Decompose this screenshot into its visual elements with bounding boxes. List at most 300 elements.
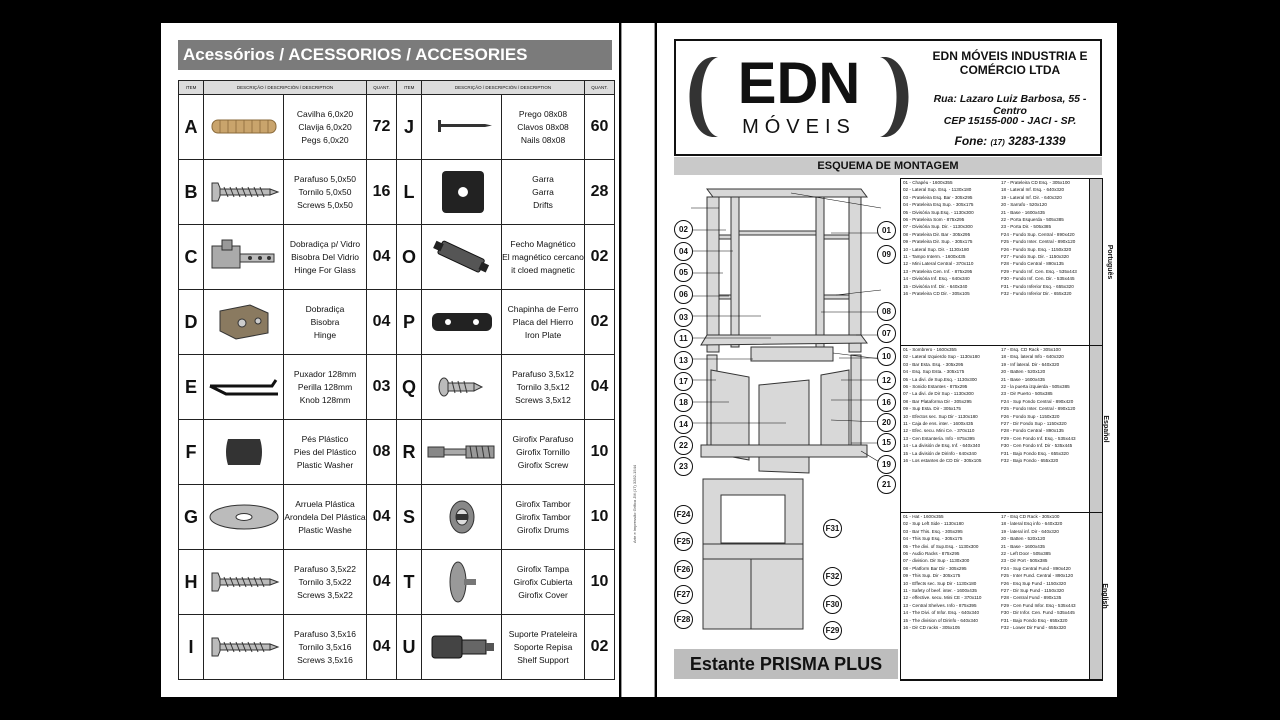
magnetic-latch-icon — [424, 248, 500, 265]
item-description — [284, 615, 367, 680]
parts-column — [901, 513, 999, 632]
part-callout: 08 — [877, 302, 896, 321]
language-label: Português — [1105, 244, 1113, 280]
model-title: Estante PRISMA PLUS — [674, 649, 898, 679]
part-entry: 09 - This Sup. Dir - 305x175 — [903, 573, 961, 579]
description-line: Screws 3,5x16 — [297, 654, 353, 665]
item-description — [284, 95, 367, 160]
item-description — [284, 485, 367, 550]
item-quantity: 16 — [367, 160, 397, 225]
part-entry: 02 - Lateral Izquierdo Sup - 1130x180 — [903, 354, 980, 360]
part-entry: 02 - Lateral Sup. Esq. - 1130x180 — [903, 187, 972, 193]
printer-credit: Arte e Impressão Grifica JM (17) 3282-1544 — [632, 464, 637, 543]
girofix-screw-icon — [424, 443, 500, 460]
item-letter: F — [179, 420, 204, 485]
item-quantity: 04 — [367, 225, 397, 290]
description-line: Clavija 6,0x20 — [298, 121, 352, 132]
part-callout: 21 — [877, 475, 896, 494]
item-image — [422, 550, 502, 615]
part-entry: 12 - Mini Lateral Central - 370x110 — [903, 261, 974, 267]
description-line: Girofix Tornillo — [516, 446, 570, 457]
table-row — [179, 160, 615, 225]
item-letter: T — [397, 550, 422, 615]
part-entry: F27 - Dir Fondo Sup - 1150x320 — [1001, 421, 1067, 427]
description-line: Garra — [532, 186, 554, 197]
part-entry: 23 - Porta Dir. - 505x385 — [1001, 224, 1052, 230]
description-line: Cavilha 6,0x20 — [296, 108, 354, 119]
item-quantity: 72 — [367, 95, 397, 160]
item-description — [284, 355, 367, 420]
part-entry: 15 - La división de Dirinfo - 640x340 — [903, 450, 977, 456]
part-entry: 16 - Dir CD racks - 305x105 — [903, 625, 960, 631]
part-entry: 17 - Prateleira CD Esq. - 305x100 — [1001, 180, 1070, 185]
description-line: Hinge For Glass — [294, 264, 356, 275]
description-line: Girofix Parafuso — [512, 433, 574, 444]
description-line: Parafuso 3,5x16 — [294, 628, 356, 639]
description-line: Puxador 128mm — [293, 368, 357, 379]
part-callout: 11 — [674, 329, 693, 348]
part-entry: F32 - Lower Dir Fund - 655x320 — [1001, 625, 1067, 631]
girofix-cover-icon — [424, 573, 500, 590]
description-line: Drifts — [533, 199, 553, 210]
item-quantity: 10 — [585, 550, 615, 615]
logo-edn-text: EDN — [737, 51, 861, 116]
description-line: Shelf Support — [517, 654, 569, 665]
parts-column — [999, 513, 1097, 632]
part-entry: 05 - Divisória Sup.Esq. - 1130x300 — [903, 209, 974, 215]
part-callout: 06 — [674, 285, 693, 304]
part-callout: 23 — [674, 457, 693, 476]
description-line: Prego 08x08 — [518, 108, 568, 119]
description-line: Pés Plástico — [301, 433, 349, 444]
description-line: Placa del Hierro — [512, 316, 574, 327]
parts-list-spanish — [901, 346, 1110, 513]
description-line: Chapinha de Ferro — [507, 303, 579, 314]
item-letter: S — [397, 485, 422, 550]
part-callout: 17 — [674, 372, 693, 391]
item-letter: H — [179, 550, 204, 615]
part-entry: 16 - Prateleira CD Dir. - 305x105 — [903, 291, 970, 297]
parts-column — [999, 179, 1097, 298]
item-quantity: 03 — [367, 355, 397, 420]
assembly-drawing — [671, 175, 899, 655]
language-tab — [1089, 513, 1109, 679]
table-row — [179, 550, 615, 615]
part-entry: F28 - Central Fund - 890x135 — [1001, 595, 1062, 601]
part-entry: F29 - Cen Fondo Inf. Esq. - 535x443 — [1001, 435, 1076, 441]
item-description — [284, 225, 367, 290]
iron-plate-icon — [424, 313, 500, 330]
part-callout: F30 — [823, 595, 842, 614]
item-image — [422, 485, 502, 550]
part-callout: F24 — [674, 505, 693, 524]
part-entry: F25 - Inter Fund. Central - 890x120 — [1001, 573, 1074, 579]
part-callout: 01 — [877, 221, 896, 240]
table-header-row — [179, 81, 615, 95]
part-entry: 19 - lateral inf. Dir - 640x320 — [1001, 528, 1059, 534]
item-quantity: 08 — [367, 420, 397, 485]
company-name: EDN MÓVEIS INDUSTRIA E COMÉRCIO LTDA — [932, 49, 1088, 77]
dowel-icon — [206, 118, 282, 135]
table-row — [179, 225, 615, 290]
header-quantity: QUANT. — [367, 81, 397, 95]
description-line: Clavos 08x08 — [517, 121, 569, 132]
logo-moveis-text: MÓVEIS — [742, 116, 856, 138]
header-description-2: DESCRIÇÃO / DESCRIPCIÓN / DESCRIPTION — [422, 81, 585, 95]
description-line: Tornilo 3,5x12 — [516, 381, 570, 392]
part-entry: 20 - Batten - 520x120 — [1001, 369, 1046, 375]
item-image — [204, 95, 284, 160]
item-image — [204, 225, 284, 290]
part-entry: 13 - Cen Estantería. Info - 875x395 — [903, 435, 975, 441]
nail-icon — [424, 118, 500, 135]
part-entry: 19 - Lateral Inf. Dir. - 640x320 — [1001, 194, 1062, 200]
description-line: Parafuso 3,5x22 — [294, 563, 356, 574]
item-quantity: 28 — [585, 160, 615, 225]
part-entry: 17 - Esq CD Rack - 305x100 — [1001, 514, 1060, 519]
part-callout: 22 — [674, 436, 693, 455]
part-callout: 15 — [877, 433, 896, 452]
company-cep: CEP 15155-000 - JACI - SP. — [943, 115, 1077, 127]
item-description — [502, 290, 585, 355]
part-entry: 06 - Sonido Estantes - 875x295 — [903, 384, 968, 390]
item-image — [422, 290, 502, 355]
part-entry: F28 - Fundo Central - 890x135 — [1001, 261, 1064, 267]
description-line: Bisobra — [310, 316, 340, 327]
part-callout: 16 — [877, 393, 896, 412]
phone-label: Fone: — [954, 134, 988, 148]
item-letter: A — [179, 95, 204, 160]
accessories-page — [161, 23, 619, 697]
small-screw-icon — [424, 378, 500, 395]
part-callout: 05 — [674, 263, 693, 282]
part-entry: 21 - Base - 1600x435 — [1001, 376, 1045, 382]
description-line: Girofix Cover — [518, 589, 568, 600]
edn-logo — [682, 47, 916, 147]
girofix-drum-icon — [424, 508, 500, 525]
item-quantity: 02 — [585, 615, 615, 680]
part-entry: 21 - Base - 1600x435 — [1001, 543, 1045, 549]
part-callout: 20 — [877, 413, 896, 432]
part-entry: 23 - Dir Port - 505x385 — [1001, 558, 1048, 564]
plastic-foot-icon — [206, 443, 282, 460]
description-line: Soporte Repisa — [513, 641, 573, 652]
part-callout: F26 — [674, 560, 693, 579]
description-line: Girofix Screw — [517, 459, 569, 470]
part-entry: F32 - Fundo Inferior Dir. - 655x320 — [1001, 291, 1072, 297]
part-entry: F31 - Bajo Fondo Esq. - 655x320 — [1001, 450, 1069, 456]
description-line: Garra — [532, 173, 554, 184]
item-quantity: 04 — [367, 485, 397, 550]
item-quantity: 02 — [585, 290, 615, 355]
part-entry: 03 - Bar This. Esq. - 305x295 — [903, 528, 963, 534]
part-entry: 09 - Prateleira Dir. Sup. - 305x175 — [903, 239, 973, 245]
screw-icon — [206, 183, 282, 200]
part-entry: 01 - Chapéu - 1600x355 — [903, 180, 953, 185]
part-entry: F24 - Fundo Sup. Central - 890x420 — [1001, 231, 1075, 237]
description-line: Nails 08x08 — [520, 134, 566, 145]
part-entry: 17 - Esq. CD Rack - 305x100 — [1001, 347, 1061, 352]
part-entry: 18 - Lateral Inf. Esq. - 640x320 — [1001, 187, 1065, 193]
part-entry: 03 - Prateleira Esq. Bar - 305x295 — [903, 194, 973, 200]
description-line: Arruela Plástica — [295, 498, 355, 509]
part-entry: 13 - Prateleira Cen. Inf. - 875x295 — [903, 268, 973, 274]
part-entry: 07 - La divi. de Dir Sup - 1130x300 — [903, 391, 974, 397]
schema-title: ESQUEMA DE MONTAGEM — [674, 157, 1102, 175]
item-letter: P — [397, 290, 422, 355]
item-quantity: 04 — [367, 550, 397, 615]
item-image — [204, 550, 284, 615]
part-entry: 03 - Bar Esta. Esq. - 305x295 — [903, 361, 964, 367]
part-entry: F31 - Fundo Inferior Esq. - 655x320 — [1001, 283, 1074, 289]
part-entry: 06 - Prateleira Som - 875x295 — [903, 217, 965, 223]
item-description — [502, 420, 585, 485]
item-description — [284, 160, 367, 225]
item-image — [422, 95, 502, 160]
header-item: ITEM — [179, 81, 204, 95]
parts-column — [901, 346, 999, 465]
description-line: Plastic Washer — [296, 459, 354, 470]
item-image — [422, 355, 502, 420]
description-line: Pegs 6,0x20 — [301, 134, 349, 145]
item-description — [502, 615, 585, 680]
description-line: Hinge — [313, 329, 337, 340]
item-description — [502, 355, 585, 420]
part-entry: 14 - The Divi. of Infor. Esq. - 640x340 — [903, 610, 980, 616]
item-image — [204, 420, 284, 485]
language-label: Español — [1102, 415, 1110, 443]
description-line: Screws 3,5x22 — [297, 589, 353, 600]
item-description — [502, 485, 585, 550]
item-letter: C — [179, 225, 204, 290]
part-entry: F29 - Fundo Inf. Cen. Esq. - 535x443 — [1001, 268, 1077, 274]
part-entry: 01 - Hat - 1600x355 — [903, 514, 944, 519]
phone-number: 3283-1339 — [1008, 134, 1066, 148]
part-callout: 02 — [674, 220, 693, 239]
company-header — [674, 39, 1102, 156]
parts-lists — [900, 178, 1113, 681]
part-entry: 04 - Prateleira Esq Sup. - 305x175 — [903, 202, 974, 208]
part-entry: 05 - The divi. of Sup.Esq. - 1130x300 — [903, 543, 979, 549]
parts-column — [999, 346, 1097, 465]
item-description — [284, 290, 367, 355]
part-callout: F31 — [823, 519, 842, 538]
item-quantity: 04 — [367, 290, 397, 355]
part-entry: F26 - Fundo Sup. Esq. - 1150x320 — [1001, 246, 1072, 252]
description-line: Girofix Drums — [517, 524, 569, 535]
part-callout: F25 — [674, 532, 693, 551]
item-quantity: 10 — [585, 420, 615, 485]
item-image — [204, 485, 284, 550]
accessories-table — [178, 80, 615, 680]
part-entry: 08 - Platform Bar Dir - 305x295 — [903, 565, 967, 571]
description-line: Girofix Tambor — [515, 498, 571, 509]
part-entry: 04 - This Sup Esq. - 305x175 — [903, 536, 963, 542]
part-entry: 13 - Central Shelves. Info - 875x395 — [903, 602, 977, 608]
assembly-page — [657, 23, 1117, 697]
description-line: Arondela Del Plástica — [284, 511, 366, 522]
part-entry: 18 - Esq. lateral Info - 640x320 — [1001, 354, 1064, 360]
part-entry: 22 - Left Door - 505x385 — [1001, 551, 1051, 557]
company-phone — [921, 134, 1099, 148]
parts-list-portuguese — [901, 179, 1113, 346]
item-letter: J — [397, 95, 422, 160]
part-entry: F25 - Fundo Inter. Central - 890x120 — [1001, 239, 1076, 245]
part-entry: F28 - Fondo Central - 890x135 — [1001, 428, 1064, 434]
item-image — [422, 420, 502, 485]
table-row — [179, 420, 615, 485]
description-line: Parafuso 3,5x12 — [512, 368, 574, 379]
handle-icon — [206, 378, 282, 395]
part-callout: 03 — [674, 308, 693, 327]
language-tab — [1089, 179, 1113, 345]
part-entry: 16 - Los estantes de CD Dir - 305x105 — [903, 458, 982, 464]
part-callout: 12 — [877, 371, 896, 390]
part-entry: F24 - Sup Central Fund - 890x420 — [1001, 565, 1071, 571]
part-entry: 05 - La divi. de Sup.Esq. - 1130x300 — [903, 376, 977, 382]
header-quantity-2: QUANT. — [585, 81, 615, 95]
part-entry: 19 - Inf lateral. Dir - 640x320 — [1001, 361, 1060, 367]
item-letter: E — [179, 355, 204, 420]
part-entry: 02 - Sup Left Side - 1130x180 — [903, 521, 964, 527]
part-entry: 11 - Tampo Interm. - 1600x435 — [903, 254, 966, 260]
part-entry: F25 - Fondo Inter. Central - 890x120 — [1001, 406, 1076, 412]
item-letter: D — [179, 290, 204, 355]
part-callout: F28 — [674, 610, 693, 629]
description-line: Perilla 128mm — [297, 381, 353, 392]
description-line: Girofix Cubierta — [513, 576, 573, 587]
description-line: Dobradiça p/ Vidro — [289, 238, 361, 249]
description-line: Knob 128mm — [299, 394, 351, 405]
table-row — [179, 290, 615, 355]
item-image — [204, 615, 284, 680]
description-line: El magnético cercano — [502, 251, 584, 262]
part-entry: F24 - Sup Fondo Central - 890x420 — [1001, 398, 1074, 404]
item-image — [204, 355, 284, 420]
description-line: Bisobra Del Vidrio — [291, 251, 359, 262]
item-description — [284, 550, 367, 615]
part-callout: 19 — [877, 455, 896, 474]
part-entry: 11 - Caja de ens. inter. - 1600x435 — [903, 421, 974, 427]
hinge-icon — [206, 313, 282, 330]
item-quantity: 60 — [585, 95, 615, 160]
part-entry: 10 - Efectos sec. Sup Dir - 1130x180 — [903, 413, 978, 419]
part-entry: 20 - Batten - 520x120 — [1001, 536, 1046, 542]
furniture-illustration — [671, 175, 899, 655]
part-callout: 13 — [674, 351, 693, 370]
language-tab — [1089, 346, 1110, 512]
item-description — [502, 550, 585, 615]
item-image — [422, 160, 502, 225]
part-entry: F30 - Fundo Inf. Cen. Dir. - 535x445 — [1001, 276, 1075, 282]
part-entry: F27 - Fundo Sup. Dir. - 1150x320 — [1001, 254, 1069, 260]
description-line: Iron Plate — [524, 329, 562, 340]
part-callout: 10 — [877, 347, 896, 366]
item-description — [502, 225, 585, 290]
screw-icon — [206, 573, 282, 590]
part-entry: 20 - Sarrafo - 520x120 — [1001, 202, 1047, 208]
item-description — [284, 420, 367, 485]
company-address: Rua: Lazaro Luiz Barbosa, 55 - Centro — [933, 93, 1087, 117]
part-entry: F26 - Esq Sup Fund - 1150x320 — [1001, 580, 1067, 586]
item-image — [422, 615, 502, 680]
item-letter: O — [397, 225, 422, 290]
description-line: Tornilo 3,5x22 — [298, 576, 352, 587]
part-entry: 14 - La división de Esq. Inf. - 640x340 — [903, 443, 981, 449]
part-entry: F32 - Bajo Fondo - 655x320 — [1001, 458, 1059, 464]
description-line: Screws 3,5x12 — [515, 394, 571, 405]
description-line: Pies del Plástico — [293, 446, 357, 457]
part-entry: 12 - effective. secu. Mini CE - 370x110 — [903, 595, 982, 601]
phone-area: (17) — [990, 138, 1005, 147]
description-line: Girofix Tambor — [515, 511, 571, 522]
item-quantity: 02 — [585, 225, 615, 290]
parts-list-english — [901, 513, 1109, 680]
description-line: Tornilo 5,0x50 — [298, 186, 352, 197]
item-letter: Q — [397, 355, 422, 420]
item-quantity: 10 — [585, 485, 615, 550]
part-entry: 18 - lateral Esq info - 640x320 — [1001, 521, 1063, 527]
description-line: Plastic Washe — [298, 524, 352, 535]
item-letter: I — [179, 615, 204, 680]
part-callout: 09 — [877, 245, 896, 264]
part-entry: 14 - Divisória Inf. Esq. - 640x340 — [903, 276, 970, 282]
description-line: Fecho Magnético — [510, 238, 576, 249]
part-entry: 09 - Sup Esta. Dir - 305x175 — [903, 406, 961, 412]
item-letter: L — [397, 160, 422, 225]
claw-icon — [424, 183, 500, 200]
part-callout: 18 — [674, 393, 693, 412]
screw-icon — [206, 638, 282, 655]
header-item-2: ITEM — [397, 81, 422, 95]
accessories-title: Acessórios / ACESSORIOS / ACCESORIES — [178, 40, 612, 70]
part-entry: 12 - Efec. secu. Mini Ce. - 370x110 — [903, 428, 975, 434]
page-gutter — [621, 23, 655, 697]
part-callout: 14 — [674, 415, 693, 434]
table-row — [179, 485, 615, 550]
description-line: Suporte Prateleira — [508, 628, 578, 639]
table-row — [179, 615, 615, 680]
header-description: DESCRIÇÃO / DESCRIPCIÓN / DESCRIPTION — [204, 81, 367, 95]
part-entry: F27 - Dir Sup Fund - 1150x320 — [1001, 588, 1064, 594]
parts-column — [901, 179, 999, 298]
shelf-support-icon — [424, 638, 500, 655]
description-line: Girofix Tampa — [516, 563, 570, 574]
part-entry: F30 - Cen Fondo Inf. Dir - 535x445 — [1001, 443, 1073, 449]
table-row — [179, 355, 615, 420]
item-description — [502, 160, 585, 225]
part-entry: 01 - Sombrero - 1600x355 — [903, 347, 957, 352]
part-entry: 07 - division. Dir Sup - 1130x300 — [903, 558, 970, 564]
part-entry: 15 - Divisória Inf. Dir. - 640x340 — [903, 283, 968, 289]
language-label: English — [1101, 583, 1109, 609]
part-entry: 22 - Porta Esquerda - 505x385 — [1001, 217, 1064, 223]
item-image — [204, 290, 284, 355]
description-line: Screws 5,0x50 — [297, 199, 353, 210]
item-quantity: 04 — [585, 355, 615, 420]
part-entry: 04 - Esq. Sup Esta. - 305x175 — [903, 369, 965, 375]
part-entry: 15 - The division of Dirinfo - 640x340 — [903, 617, 978, 623]
item-letter: G — [179, 485, 204, 550]
part-callout: 04 — [674, 242, 693, 261]
part-entry: 08 - Bar Plataforma Dir - 305x295 — [903, 398, 972, 404]
part-entry: 10 - Effects sec. Sup Dir - 1130x180 — [903, 580, 977, 586]
part-entry: F26 - Fondo Sup - 1150x320 — [1001, 413, 1060, 419]
description-line: Parafuso 5,0x50 — [294, 173, 356, 184]
part-callout: F32 — [823, 567, 842, 586]
part-entry: 07 - Divisória Sup. Dir. - 1130x300 — [903, 224, 973, 230]
part-entry: 10 - Lateral Sup. Dir. - 1130x180 — [903, 246, 970, 252]
